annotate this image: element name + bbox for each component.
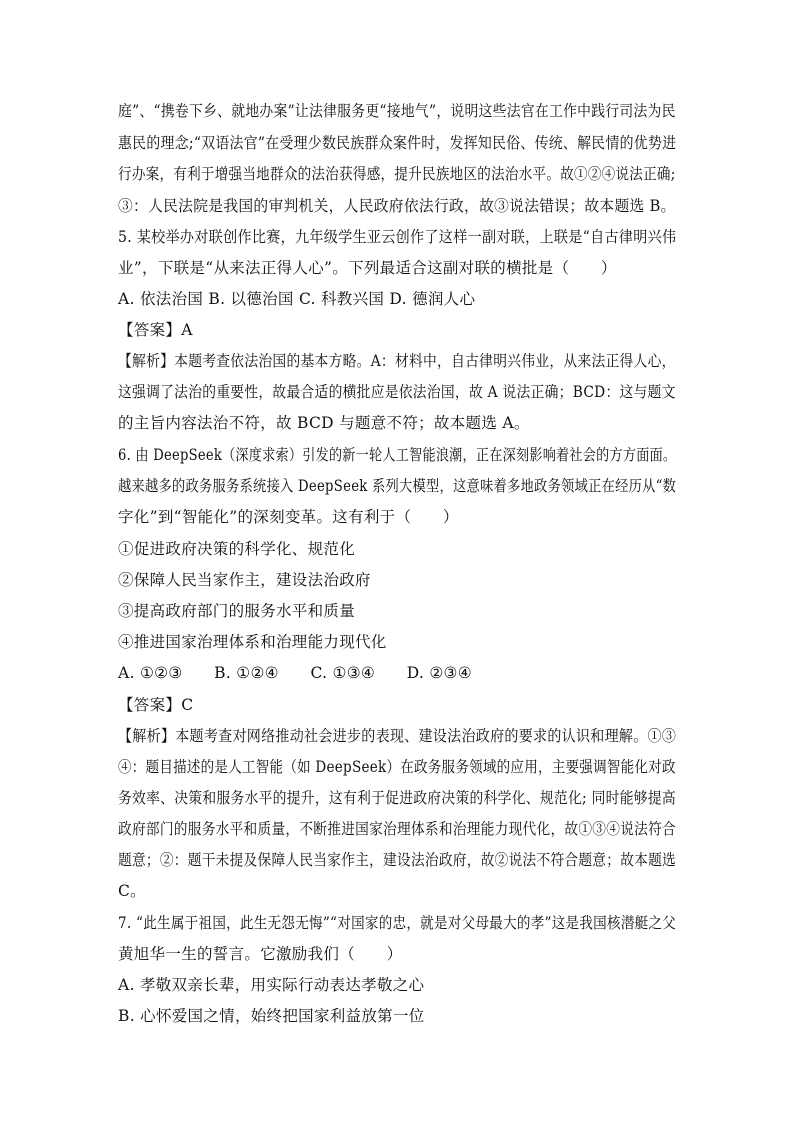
question-6-line: 6. 由 DeepSeek（深度求索）引发的新一轮人工智能浪潮，正在深刻影响着社会的方方面面。 (118, 446, 677, 464)
text-line: 惠民的理念;“双语法官”在受理少数民族群众案件时，发挥知民俗、传统、解民情的优势进 (118, 134, 677, 152)
answer-label: 【答案】A (118, 321, 193, 339)
statement-1: ①促进政府决策的科学化、规范化 (118, 540, 356, 558)
question-7-line: 黄旭华一生的誓言。它激励我们（ ） (118, 945, 403, 963)
analysis-line: 【解析】本题考查对网络推动社会进步的表现、建设法治政府的要求的认识和理解。①③ (118, 727, 677, 745)
text-line: 庭”、“携卷下乡、就地办案”让法律服务更“接地气”，说明这些法官在工作中践行司法为民 (118, 102, 676, 120)
question-5-line: 业”，下联是“从来法正得人心”。下列最适合这副对联的横批是（ ） (118, 259, 617, 277)
question-6-line: 越来越多的政务服务系统接入 DeepSeek 系列大模型，这意味着多地政务领域正在经历从“数 (118, 477, 677, 495)
analysis-line: ④：题目描述的是人工智能（如 DeepSeek）在政务服务领域的应用，主要强调智能化对政 (118, 758, 676, 776)
question-7-option-a: A. 孝敬双亲长辈，用实际行动表达孝敬之心 (118, 976, 425, 994)
analysis-line: C。 (118, 882, 146, 900)
text-line: ③：人民法院是我国的审判机关，人民政府依法行政，故③说法错误；故本题选 B。 (118, 197, 676, 215)
question-7-option-b: B. 心怀爱国之情，始终把国家利益放第一位 (118, 1007, 425, 1025)
analysis-line: 的主旨内容法治不符，故 BCD 与题意不符；故本题选 A。 (118, 414, 530, 432)
analysis-line: 题意；②：题干未提及保障人民当家作主，建设法治政府，故②说法不符合题意；故本题选 (118, 851, 677, 869)
question-5-line: 5. 某校举办对联创作比赛，九年级学生亚云创作了这样一副对联，上联是“自古律明兴伟 (118, 228, 677, 246)
text-line: 行办案，有利于增强当地群众的法治获得感，提升民族地区的法治水平。故①②④说法正确; (118, 165, 676, 183)
statement-2: ②保障人民当家作主，建设法治政府 (118, 571, 371, 589)
answer-label: 【答案】C (118, 696, 194, 714)
question-7-line: 7. “此生属于祖国，此生无怨无悔”“对国家的忠，就是对父母最大的孝”这是我国核潜艇之父 (118, 914, 677, 932)
analysis-line: 这强调了法治的重要性，故最合适的横批应是依法治国，故 A 说法正确；BCD：这与题文 (118, 383, 676, 401)
question-6-line: 字化”到“智能化”的深刻变革。这有利于（ ） (118, 508, 459, 526)
analysis-line: 务效率、决策和服务水平的提升，这有利于促进政府决策的科学化、规范化; 同时能够提高 (118, 789, 676, 807)
question-5-options: A. 依法治国 B. 以德治国 C. 科教兴国 D. 德润人心 (118, 290, 476, 308)
statement-3: ③提高政府部门的服务水平和质量 (118, 602, 356, 620)
analysis-line: 【解析】本题考查依法治国的基本方略。A：材料中，自古律明兴伟业，从来法正得人心， (118, 352, 676, 370)
statement-4: ④推进国家治理体系和治理能力现代化 (118, 633, 387, 651)
question-6-options: A. ①②③ B. ①②④ C. ①③④ D. ②③④ (118, 664, 472, 682)
analysis-line: 政府部门的服务水平和质量，不断推进国家治理体系和治理能力现代化，故①③④说法符合 (118, 820, 677, 838)
